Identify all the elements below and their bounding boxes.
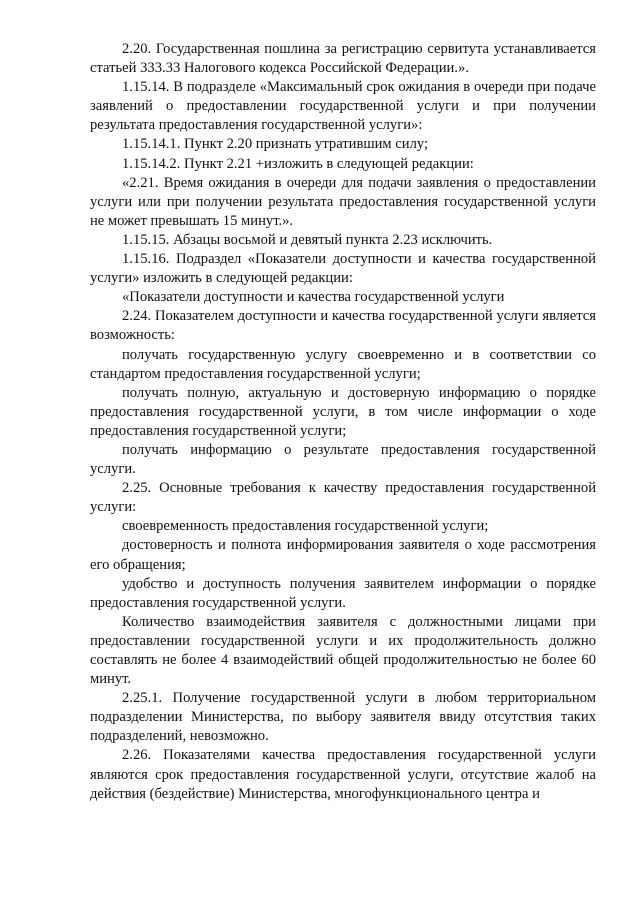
list-item: удобство и доступность получения заявителем информации о порядке предоставления государственной услуги. — [90, 575, 596, 611]
paragraph-1-15-15: 1.15.15. Абзацы восьмой и девятый пункта 2.23 исключить. — [122, 231, 493, 248]
paragraph-2-20: 2.20. Государственная пошлина за регистрацию сервитута устанавливается статьей 333.33 Налогового кодекса Российской Федерации.». — [90, 41, 596, 77]
list-item: своевременность предоставления государственной услуги; — [122, 518, 489, 535]
paragraph-2-26: 2.26. Показателями качества предоставления государственной услуги являются срок предоставления государственной услуги, отсутствие жалоб на действия (бездействие) Министерства, многофункционального центра и — [90, 747, 596, 802]
paragraph-1-15-14: 1.15.14. В подразделе «Максимальный срок ожидания в очереди при подаче заявлений о предоставлении государственной услуги и при получении результата предоставления государственной услуги»: — [90, 79, 596, 134]
paragraph-2-25-1: 2.25.1. Получение государственной услуги в любом территориальном подразделении Министерства, по выбору заявителя ввиду отсутствия таких подразделений, невозможно. — [90, 690, 596, 745]
list-item: достоверность и полнота информирования заявителя о ходе рассмотрения его обращения; — [90, 537, 596, 573]
subsection-heading: «Показатели доступности и качества государственной услуги — [122, 289, 505, 306]
paragraph-interaction-count: Количество взаимодействия заявителя с должностными лицами при предоставлении государственной услуги и их продолжительность должно составлять не более 4 взаимодействий общей продолжительностью не более 60 минут. — [90, 613, 596, 688]
list-item: получать информацию о результате предоставления государственной услуги. — [90, 441, 596, 478]
list-item: получать государственную услугу своевременно и в соответствии со стандартом предоставления государственной услуги; — [90, 346, 596, 382]
paragraph-1-15-14-2: 1.15.14.2. Пункт 2.21 +изложить в следующей редакции: — [122, 155, 474, 172]
list-item: получать полную, актуальную и достоверную информацию о порядке предоставления государственной услуги, в том числе информации о ходе предоставления государственной услуги; — [90, 384, 596, 439]
paragraph-2-25: 2.25. Основные требования к качеству предоставления государственной услуги: — [90, 480, 596, 516]
document-page — [90, 40, 596, 804]
paragraph-2-24: 2.24. Показателем доступности и качества государственной услуги является возможность: — [90, 308, 596, 344]
paragraph-1-15-16: 1.15.16. Подраздел «Показатели доступности и качества государственной услуги» изложить в следующей редакции: — [90, 251, 596, 287]
paragraph-2-21: «2.21. Время ожидания в очереди для подачи заявления о предоставлении услуги или при получении результата предоставления государственной услуги не может превышать 15 минут.». — [90, 174, 596, 229]
paragraph-1-15-14-1: 1.15.14.1. Пункт 2.20 признать утратившим силу; — [122, 136, 429, 153]
